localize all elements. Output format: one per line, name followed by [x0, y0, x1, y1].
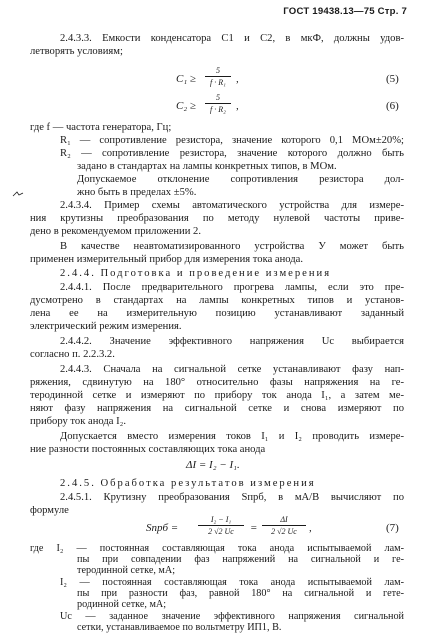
page-header: ГОСТ 19438.13—75 Стр. 7 — [283, 6, 407, 17]
text-line: согласно п. 2.2.3.2. — [30, 349, 115, 360]
text-line: где I₂ — постоянная составляющая тока анода испытываемой лам- — [30, 543, 404, 554]
text-line: 2.4.4.3. Сначала на сигнальной сетке устанавливают фазу нап- — [60, 364, 404, 375]
formula-7-denominator-1: 2 √2 Uс — [208, 527, 234, 536]
fraction-bar — [198, 525, 244, 526]
formula-6-denominator: f · R₂ — [210, 105, 226, 114]
equation-number-7: (7) — [386, 522, 399, 534]
formula-delta: ΔI = I₂ − I₁. — [186, 459, 240, 471]
text-line: теродинной сетке и измеряют по прибору ток анода I₁, а затем ме- — [30, 390, 404, 401]
text-line: ния крутизны преобразования по методу нулевой частоты приве- — [30, 213, 404, 224]
text-line: задано в стандартах на лампы конкретных типов, в МОм. — [77, 161, 337, 172]
text-line: няют фазу напряжения на сигнальной сетке и снова измеряют по — [30, 403, 404, 414]
text-line: В качестве неавтоматизированного устройства У может быть — [60, 241, 404, 252]
text-line: 2.4.4.1. После предварительного прогрева лампы, если это пре- — [60, 282, 404, 293]
text-line: летворять условиям; — [30, 46, 123, 57]
text-line: пы при разности фаз, равной 180° на сигнальной и гете- — [77, 588, 404, 599]
text-line: R₂ — сопротивление резистора, значение которого должно быть — [60, 148, 404, 159]
text-line: ние разности постоянных составляющих тока анода — [30, 444, 266, 455]
formula-7-equals: = — [250, 522, 258, 534]
text-line: родинной сетке, мА; — [77, 599, 167, 610]
formula-7-lhs: Sпрб = — [146, 522, 179, 534]
text-line: R₁ — сопротивление резистора, значение которого 0,1 МОм±20%; — [60, 135, 404, 146]
formula-6-lhs: C₂ ≥ — [176, 100, 196, 112]
text-line: Uс — заданное значение эффективного напряжения сигнальной — [60, 611, 404, 622]
text-line: 2.4.3.3. Емкости конденсатора C1 и C2, в мкФ, должны удов- — [60, 33, 404, 44]
formula-6-numerator: 5 — [216, 93, 220, 102]
margin-mark — [12, 191, 24, 197]
text-line: 2.4.5.1. Крутизну преобразования Sпрб, в мА/В вычисляют по — [60, 492, 404, 503]
text-line: жно быть в пределах ±5%. — [77, 187, 197, 198]
text-line: лена ее на измерительную позицию устанавливают заданный — [30, 308, 404, 319]
text-line: электрический режим измерения. — [30, 321, 182, 332]
fraction-bar — [205, 103, 231, 104]
formula-7-fraction-1 — [198, 515, 244, 536]
formula-5-fraction — [205, 66, 231, 87]
section-heading: 2.4.5. Обработка результатов измерения — [60, 478, 316, 489]
text-line: сетки, устанавливаемое по вольтметру ИП1, В. — [77, 622, 282, 633]
formula-5-lhs: C₁ ≥ — [176, 73, 196, 85]
fraction-bar — [205, 76, 231, 77]
section-heading: 2.4.4. Подготовка и проведение измерения — [60, 268, 332, 279]
formula-7-numerator-1: I₂ − I₁ — [210, 515, 232, 524]
text-line: применен измерительный прибор для измерения тока анода. — [30, 254, 304, 265]
text-line: прибору ток анода I₂. — [30, 416, 126, 427]
equation-number-6: (6) — [386, 100, 399, 112]
document-page: ГОСТ 19438.13—75 Стр. 7 2.4.3.3. Емкости конденсатора C1 и C2, в мкФ, должны удов- летворять условиям; C₁ ≥ 5 f · R₁ , (5) C₂ ≥ 5 f · R₂ , (6) где f — частота генератора, Гц; R₁ — сопротивление резистора, значение которого 0,1 МОм±20%; R₂ — сопротивление резистора, значение которого должно быть задано в стандартах на лампы конкретных типов, в МОм. Допускаемое отклонение сопротивления резистора дол- жно быть в пределах ±5%. 2.4.3.4. Пример схемы автоматического устройства для измере- ния крутизны преобразования по методу нулевой частоты приве- дено в рекомендуемом приложении 2. В качестве неавтоматизированного устройства У может быть применен измерительный прибор для измерения тока анода. 2.4.4. Подготовка и проведение измерения 2.4.4.1. После предварительного прогрева лампы, если это пре- дусмотрено в стандартах на лампы конкретных типов и установ- лена ее на измерительную позицию устанавливают заданный электрический режим измерения. 2.4.4.2. Значение эффективного напряжения Uс выбирается согласно п. 2.2.3.2. 2.4.4.3. Сначала на сигнальной сетке устанавливают фазу нап- ряжения, сдвинутую на 180° относительно фазы напряжения на ге- теродинной сетке и измеряют по прибору ток анода I₁, а затем ме- няют фазу напряжения на сигнальной сетке и снова измеряют по прибору ток анода I₂. Допускается вместо измерения токов I₁ и I₂ проводить измере- ние разности постоянных составляющих тока анода ΔI = I₂ − I₁. 2.4.5. Обработка результатов измерения 2.4.5.1. Крутизну преобразования Sпрб, в мА/В вычисляют по формуле Sпрб = I₂ − I₁ 2 √2 Uс = ΔI 2 √2 Uс , (7) где I₂ — постоянная составляющая тока анода испытываемой лам- пы при совпадении фаз напряжений на сигнальной и ге- теродинной сетке, мА; I₂ — постоянная составляющая тока анода испытываемой лам- пы при разности фаз, равной 180° на сигнальной и гете- родинной сетке, мА; Uс — заданное значение эффективного напряжения сигнальной сетки, устанавливаемое по вольтметру ИП1, В. — [0, 0, 427, 633]
text-line: где f — частота генератора, Гц; — [30, 122, 172, 133]
text-line: ряжения, сдвинутую на 180° относительно фазы напряжения на ге- — [30, 377, 404, 388]
formula-7-numerator-2: ΔI — [280, 515, 288, 524]
formula-7-fraction-2 — [262, 515, 306, 536]
text-line: I₂ — постоянная составляющая тока анода испытываемой лам- — [60, 577, 404, 588]
text-line: 2.4.4.2. Значение эффективного напряжения Uс выбирается — [60, 336, 404, 347]
text-line: теродинной сетке, мА; — [77, 565, 176, 576]
formula-7-denominator-2: 2 √2 Uс — [271, 527, 297, 536]
text-line: дено в рекомендуемом приложении 2. — [30, 226, 201, 237]
formula-6-fraction — [205, 93, 231, 114]
text-line: дусмотрено в стандартах на лампы конкретных типов и установ- — [30, 295, 404, 306]
formula-5-numerator: 5 — [216, 66, 220, 75]
text-line: 2.4.3.4. Пример схемы автоматического устройства для измере- — [60, 200, 404, 211]
formula-5-denominator: f · R₁ — [210, 78, 226, 87]
fraction-bar — [262, 525, 306, 526]
text-line: пы при совпадении фаз напряжений на сигнальной и ге- — [77, 554, 404, 565]
text-line: Допускаемое отклонение сопротивления резистора дол- — [77, 174, 404, 185]
equation-number-5: (5) — [386, 73, 399, 85]
text-line: Допускается вместо измерения токов I₁ и I₂ проводить измере- — [60, 431, 404, 442]
text-line: формуле — [30, 505, 69, 516]
